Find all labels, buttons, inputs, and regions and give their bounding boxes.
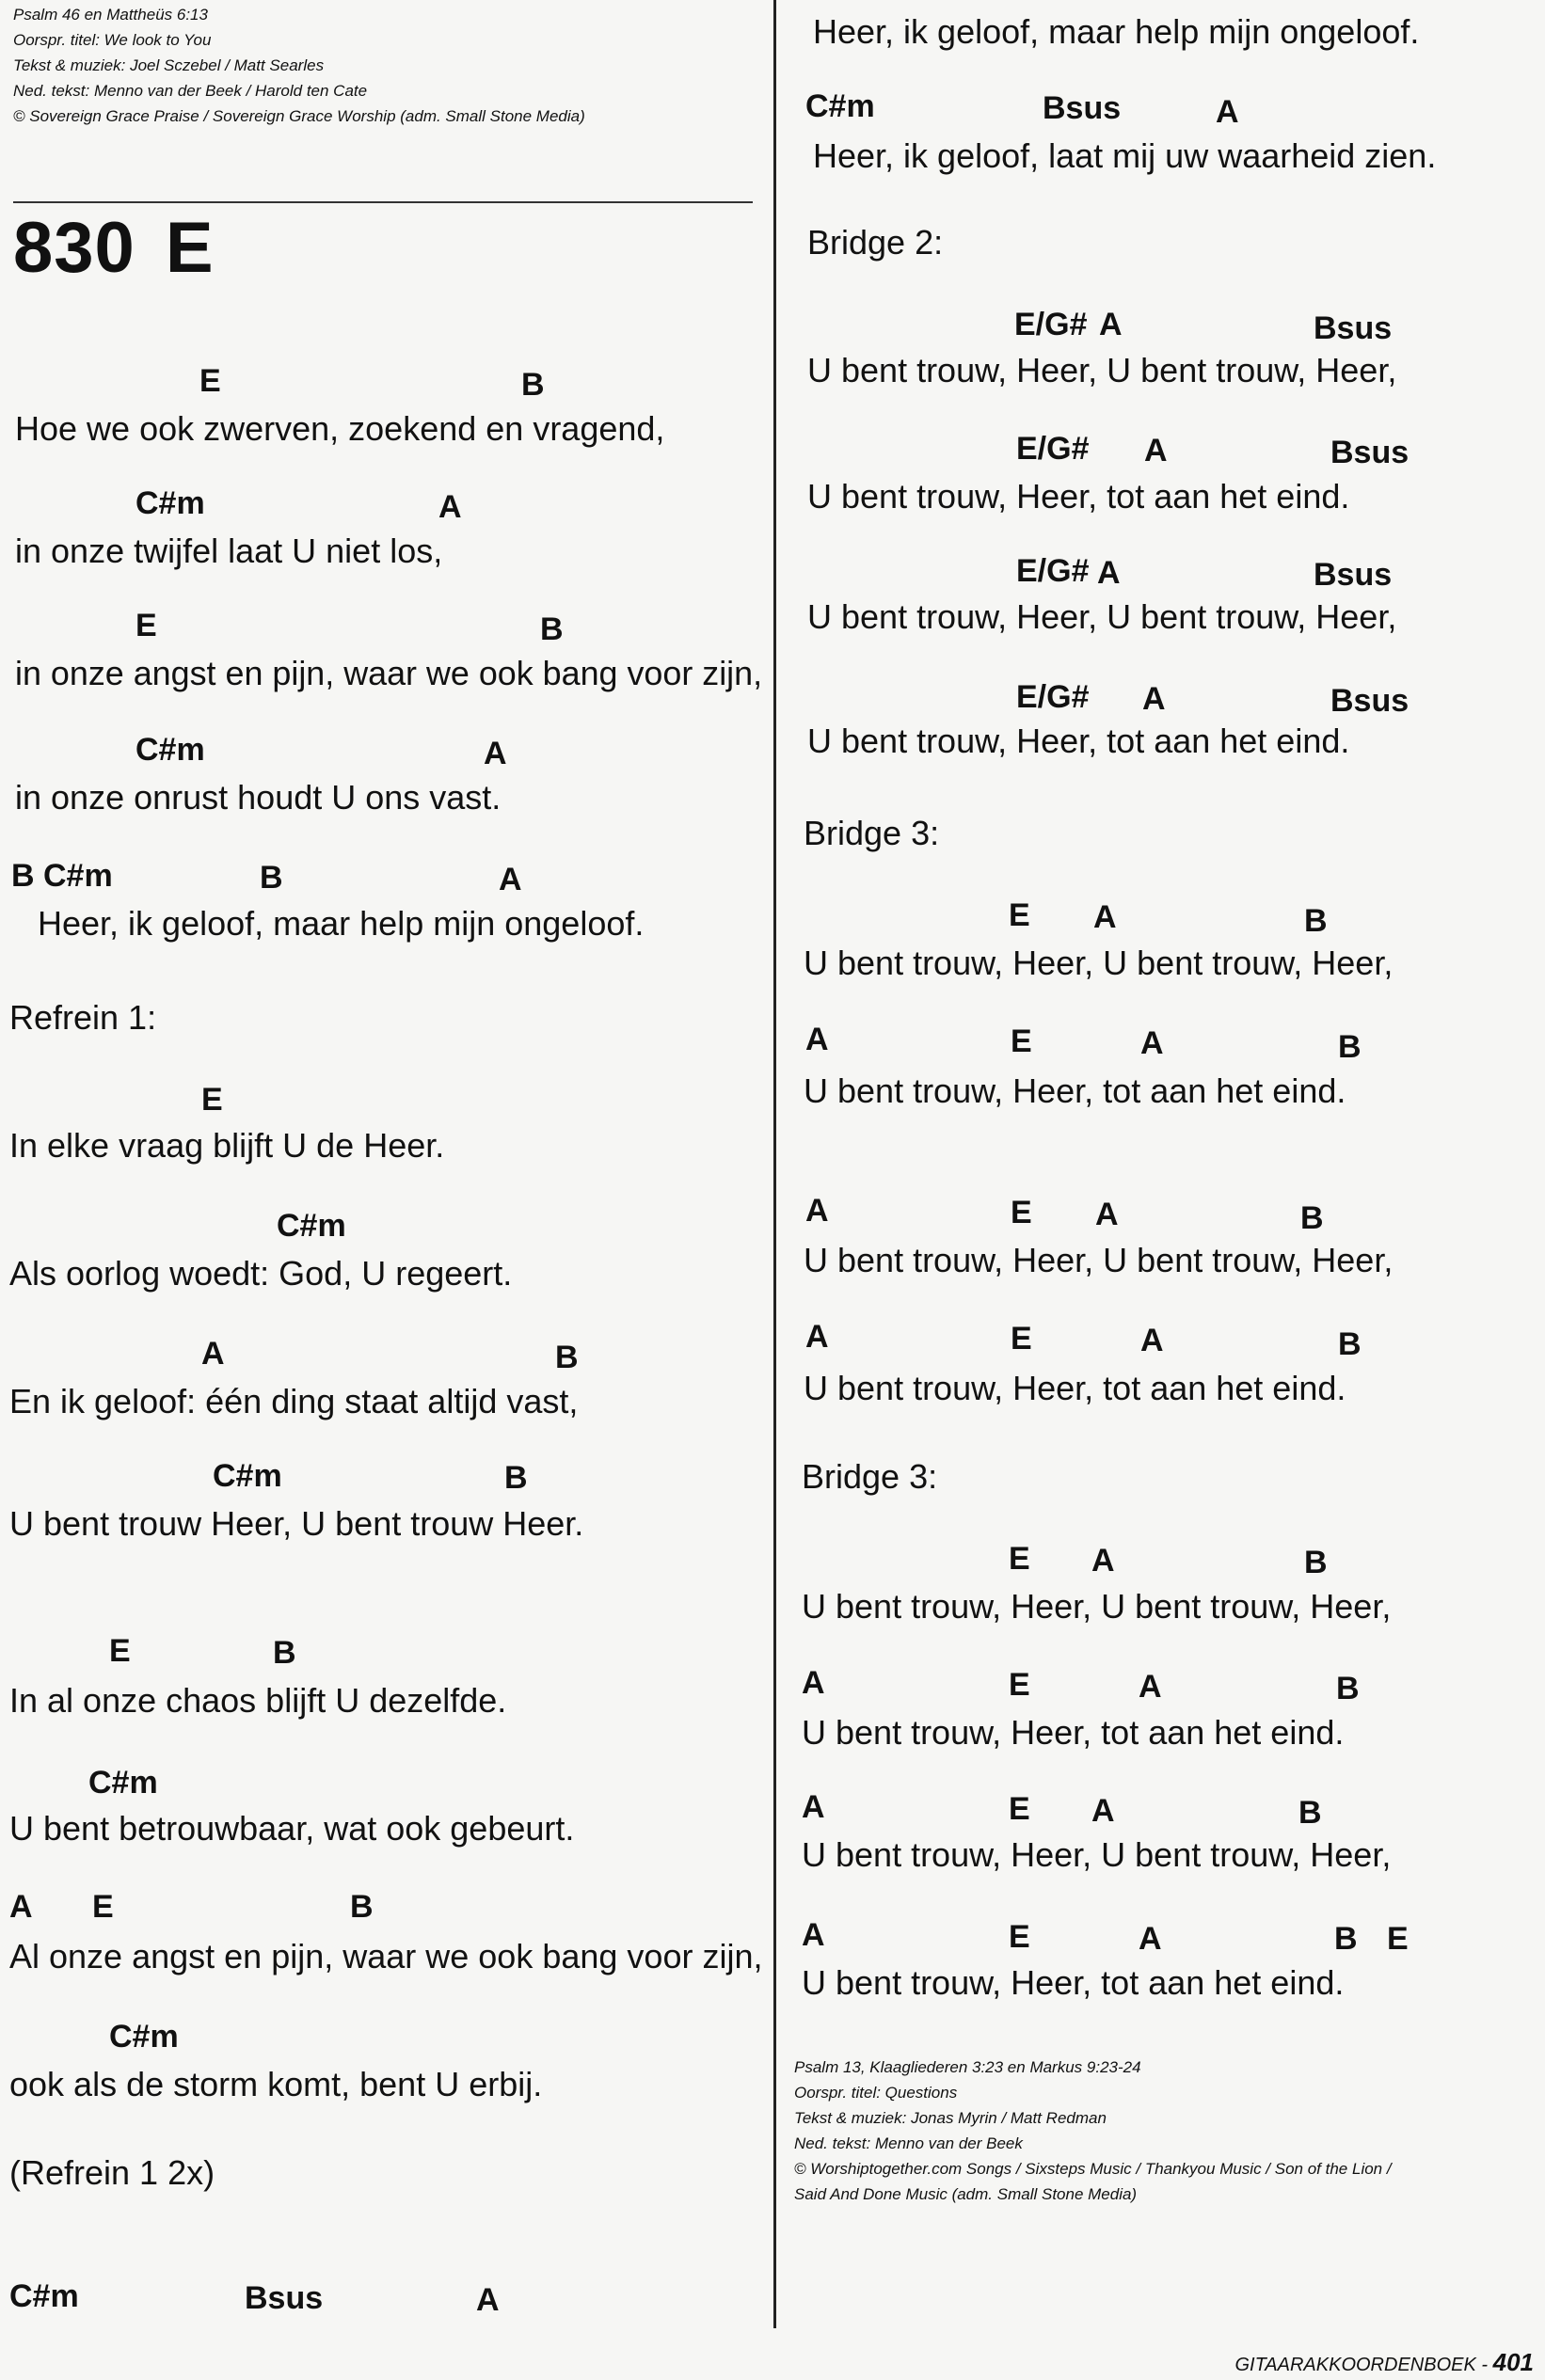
chord: A — [805, 1193, 829, 1229]
chord: A — [802, 1917, 825, 1953]
lyric-line: Al onze angst en pijn, waar we ook bang voor zijn, — [9, 1937, 763, 1975]
chord: B — [1338, 1326, 1362, 1362]
chord: A — [805, 1319, 829, 1355]
section-rule — [13, 201, 753, 203]
credit-line: Oorspr. titel: We look to You — [13, 31, 212, 49]
chord: B — [273, 1635, 296, 1671]
lyric-line: U bent trouw, Heer, U bent trouw, Heer, — [802, 1587, 1392, 1626]
chord: B — [1300, 1200, 1324, 1236]
chord: E — [199, 363, 221, 399]
chord: E/G# — [1016, 431, 1090, 467]
chord: Bsus — [1314, 310, 1393, 346]
lyric-line: U bent trouw, Heer, tot aan het eind. — [802, 1963, 1345, 2002]
chord: E — [201, 1082, 223, 1118]
lyric-line: Heer, ik geloof, maar help mijn ongeloof. — [813, 12, 1420, 51]
song-key: E — [165, 208, 215, 288]
lyric-line: U bent trouw, Heer, tot aan het eind. — [804, 1071, 1346, 1110]
chord: B — [260, 860, 283, 896]
chord: B — [1334, 1921, 1358, 1957]
credit-line: Tekst & muziek: Joel Sczebel / Matt Searles — [13, 56, 325, 74]
lyric-line: Hoe we ook zwerven, zoekend en vragend, — [15, 409, 665, 448]
lyric-line: in onze twijfel laat U niet los, — [15, 532, 443, 570]
page-number: 401 — [1492, 2348, 1534, 2376]
chord: A — [1091, 1793, 1115, 1829]
chord: A — [802, 1665, 825, 1701]
chord: A — [499, 862, 522, 897]
chord: B — [555, 1340, 579, 1375]
repeat-note: (Refrein 1 2x) — [9, 2153, 215, 2192]
lyric-line: in onze onrust houdt U ons vast. — [15, 778, 502, 817]
chord: A — [805, 1022, 829, 1057]
chord: A — [1139, 1669, 1162, 1705]
chord: A — [1097, 555, 1121, 591]
lyric-line: U bent trouw, Heer, tot aan het eind. — [807, 477, 1350, 516]
chord: Bsus — [1330, 683, 1410, 719]
lyric-line: U bent trouw, Heer, U bent trouw, Heer, — [804, 1241, 1394, 1279]
chord: E — [1009, 1791, 1030, 1827]
chord: E — [135, 608, 157, 643]
credit-line: Psalm 13, Klaagliederen 3:23 en Markus 9:23-24 — [794, 2058, 1141, 2076]
lyric-line: Heer, ik geloof, laat mij uw waarheid zien. — [813, 136, 1437, 175]
chord: A — [1142, 681, 1166, 717]
song-heading — [13, 207, 215, 289]
lyric-line: U bent trouw, Heer, tot aan het eind. — [804, 1369, 1346, 1407]
chord: A — [1139, 1921, 1162, 1957]
column-divider — [773, 0, 776, 2328]
chord: E — [109, 1633, 131, 1669]
footer-separator: - — [1481, 2355, 1489, 2375]
chord: A — [438, 489, 462, 525]
chord: A — [201, 1336, 225, 1372]
chord: A — [1093, 899, 1117, 935]
chord: B — [540, 611, 564, 647]
chord: Bsus — [245, 2280, 324, 2316]
lyric-line: in onze angst en pijn, waar we ook bang voor zijn, — [15, 654, 763, 692]
section-label: Bridge 3: — [804, 814, 940, 852]
chord: B — [350, 1889, 374, 1925]
chord: B — [1338, 1029, 1362, 1065]
credit-line: © Worshiptogether.com Songs / Sixsteps Music / Thankyou Music / Son of the Lion / — [794, 2160, 1392, 2178]
chord: C#m — [135, 732, 205, 768]
lyric-line: ook als de storm komt, bent U erbij. — [9, 2065, 543, 2103]
chord: A — [1095, 1197, 1119, 1232]
chord: B — [1336, 1671, 1360, 1706]
credit-line: Ned. tekst: Menno van der Beek / Harold ten Cate — [13, 82, 368, 100]
chord: E — [1009, 897, 1030, 933]
chord: C#m — [277, 1208, 346, 1244]
chord: B C#m — [11, 858, 113, 894]
chord: A — [1091, 1543, 1115, 1579]
song-831-credits — [794, 2055, 1392, 2207]
lyric-line: U bent trouw, Heer, U bent trouw, Heer, — [802, 1835, 1392, 1874]
chord: A — [9, 1889, 33, 1925]
lyric-line: Heer, ik geloof, maar help mijn ongeloof. — [38, 904, 645, 943]
lyric-line: U bent trouw, Heer, U bent trouw, Heer, — [807, 597, 1397, 636]
chord: Bsus — [1314, 557, 1393, 593]
credit-line: Ned. tekst: Menno van der Beek — [794, 2134, 1023, 2152]
credit-line: Tekst & muziek: Jonas Myrin / Matt Redman — [794, 2109, 1107, 2127]
lyric-line: U bent trouw, Heer, tot aan het eind. — [807, 722, 1350, 760]
chord: E — [92, 1889, 114, 1925]
chord: E/G# — [1014, 307, 1088, 342]
chord: A — [1099, 307, 1123, 342]
chord: C#m — [109, 2019, 179, 2055]
chord: C#m — [135, 485, 205, 521]
section-label: Refrein 1: — [9, 998, 157, 1037]
chord: C#m — [88, 1765, 158, 1801]
section-label: Bridge 3: — [802, 1457, 938, 1496]
chord: E — [1011, 1321, 1032, 1357]
chord: E — [1009, 1541, 1030, 1577]
chord: B — [504, 1460, 528, 1496]
chord: B — [1304, 903, 1328, 939]
chord: A — [1144, 433, 1168, 468]
chord: B — [1304, 1545, 1328, 1580]
chord: A — [802, 1789, 825, 1825]
chord: B — [521, 367, 545, 403]
chord: C#m — [9, 2278, 79, 2314]
credit-line: Psalm 46 en Mattheüs 6:13 — [13, 6, 208, 24]
lyric-line: U bent betrouwbaar, wat ook gebeurt. — [9, 1809, 575, 1848]
credit-line: Oorspr. titel: Questions — [794, 2084, 958, 2102]
chord: E/G# — [1016, 679, 1090, 715]
lyric-line: U bent trouw, Heer, tot aan het eind. — [802, 1713, 1345, 1752]
lyric-line: U bent trouw Heer, U bent trouw Heer. — [9, 1504, 584, 1543]
lyric-line: En ik geloof: één ding staat altijd vast, — [9, 1382, 579, 1420]
chord: Bsus — [1330, 435, 1410, 470]
lyric-line: In elke vraag blijft U de Heer. — [9, 1126, 445, 1165]
chord: C#m — [805, 88, 875, 124]
lyric-line: U bent trouw, Heer, U bent trouw, Heer, — [807, 351, 1397, 389]
chord: A — [1140, 1323, 1164, 1358]
song-number: 830 — [13, 208, 135, 288]
chord: E/G# — [1016, 553, 1090, 589]
page-footer — [1234, 2348, 1534, 2377]
lyric-line: Als oorlog woedt: God, U regeert. — [9, 1254, 513, 1293]
chord: E — [1011, 1023, 1032, 1059]
chord: A — [1140, 1025, 1164, 1061]
chord: C#m — [213, 1458, 282, 1494]
chord: A — [1216, 94, 1239, 130]
chord: E — [1009, 1919, 1030, 1955]
credit-line: © Sovereign Grace Praise / Sovereign Grace Worship (adm. Small Stone Media) — [13, 107, 585, 125]
lyric-line: In al onze chaos blijft U dezelfde. — [9, 1681, 507, 1720]
credit-line: Said And Done Music (adm. Small Stone Media) — [794, 2185, 1138, 2203]
section-label: Bridge 2: — [807, 223, 944, 262]
song-830-credits — [13, 2, 585, 129]
chord: Bsus — [1043, 90, 1122, 126]
chord: B — [1298, 1795, 1322, 1831]
lyric-line: U bent trouw, Heer, U bent trouw, Heer, — [804, 944, 1394, 982]
chord: E — [1009, 1667, 1030, 1703]
chord: E — [1011, 1195, 1032, 1230]
chord: E — [1387, 1921, 1409, 1957]
chord: A — [476, 2282, 500, 2318]
chord: A — [484, 736, 507, 771]
book-title: GITAARAKKOORDENBOEK — [1234, 2355, 1476, 2375]
